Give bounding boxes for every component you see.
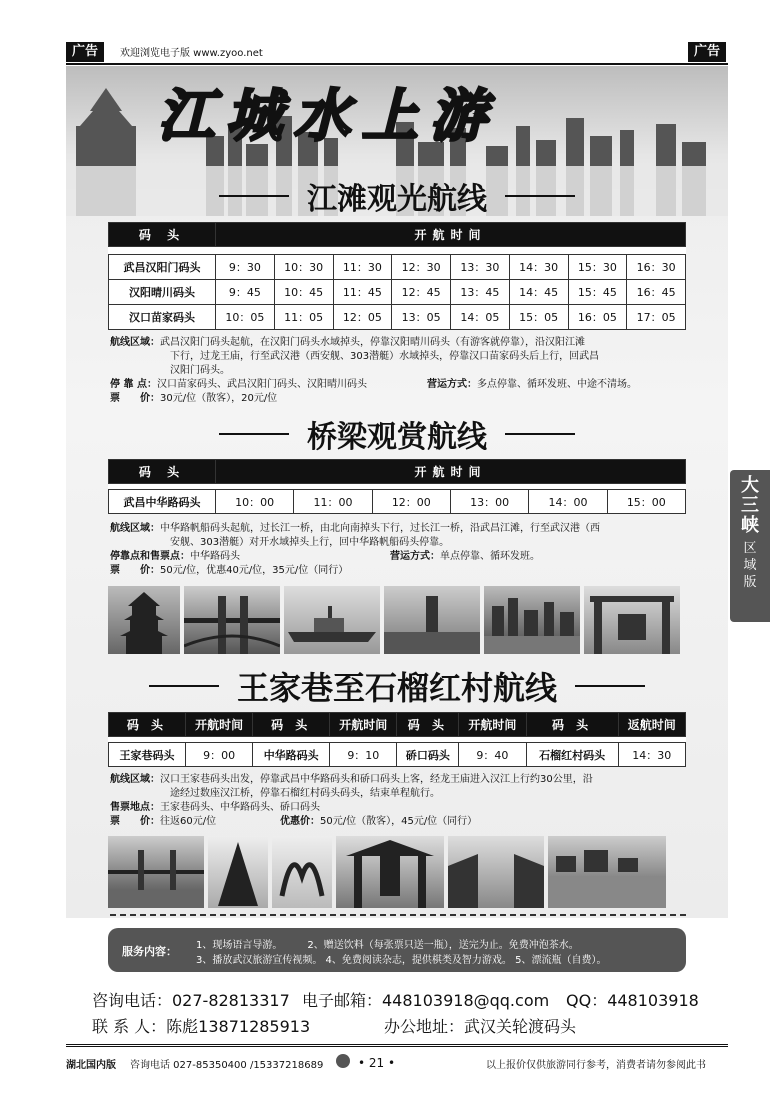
- sidetab-small: [730, 540, 770, 591]
- section-title-2-text: 桥梁观赏航线: [307, 420, 487, 455]
- sidetab-small-text: 区域版: [743, 541, 757, 590]
- col-head-time: 开航时间: [459, 713, 526, 737]
- route-label: 航线区域：: [110, 523, 160, 534]
- table-row: [109, 305, 686, 330]
- table-row: [109, 743, 686, 767]
- price-value: 30元/位（散客），20元/位: [160, 393, 278, 404]
- time-cell: 14：30: [509, 255, 568, 280]
- time-cell: 9：00: [185, 743, 252, 767]
- time-cell: 15：00: [607, 490, 685, 514]
- ship-photo: [284, 586, 380, 654]
- service-label: 服务内容：: [122, 945, 177, 958]
- edition-side-tab: [730, 470, 770, 622]
- riverbank-photo: [384, 586, 480, 654]
- time-cell: 14：45: [509, 280, 568, 305]
- time-cell: 13：45: [451, 280, 510, 305]
- pier-name: 汉口苗家码头: [109, 305, 216, 330]
- pier-name: 中华路码头: [253, 743, 330, 767]
- col-head-pier: 码 头: [526, 713, 618, 737]
- time-cell: 10：05: [216, 305, 275, 330]
- time-cell: 12：05: [333, 305, 392, 330]
- schedule-table-3: [108, 712, 686, 767]
- time-cell: 11：05: [274, 305, 333, 330]
- contact-address: 办公地址：武汉关轮渡码头: [384, 1017, 577, 1036]
- village-shore-photo: [548, 836, 666, 908]
- page-marker-icon: [336, 1054, 350, 1068]
- mode-label: 营运方式：: [426, 379, 477, 390]
- main-title: 江城水上游: [158, 83, 498, 149]
- col-head-return-time: 返航时间: [618, 713, 685, 737]
- route-text: 汉阳门码头。: [170, 365, 230, 376]
- time-cell: 9：30: [216, 255, 275, 280]
- col-head-time: 开航时间: [216, 223, 686, 247]
- time-cell: 9：40: [459, 743, 526, 767]
- service-line: 3、播放武汉旅游宣传视频。 4、免费阅读杂志，提供棋类及智力游戏。 5、漂流瓶（自费）。: [196, 955, 607, 966]
- bridge-photo: [184, 586, 280, 654]
- footer-rule: [66, 1044, 728, 1047]
- pier-name: 石榴红村码头: [526, 743, 618, 767]
- time-cell: 13：30: [451, 255, 510, 280]
- price-label: 票 价：: [110, 565, 160, 576]
- sidetab-big: [730, 470, 770, 536]
- header-rule: [66, 63, 728, 65]
- route-text: 途经过数座汉江桥，停靠石榴红村码头码头，结束单程航行。: [170, 788, 440, 799]
- time-cell: 15：05: [509, 305, 568, 330]
- route-text: 武昌汉阳门码头起航，在汉阳门码头水域掉头，停靠汉阳晴川码头（有游客就停靠），沿汉阳江滩: [160, 337, 585, 348]
- col-head-pier: 码 头: [253, 713, 330, 737]
- col-head-pier: 码 头: [397, 713, 459, 737]
- time-cell: 14：05: [451, 305, 510, 330]
- route-text: 汉口王家巷码头出发，停靠武昌中华路码头和硚口码头上客，经龙王庙进入汉江上行约30公里，沿: [160, 774, 593, 785]
- pier-name: 汉阳晴川码头: [109, 280, 216, 305]
- time-cell: 10：30: [274, 255, 333, 280]
- time-cell: 16：45: [627, 280, 686, 305]
- welcome-text: 欢迎浏览电子版 www.zyoo.net: [120, 48, 263, 59]
- schedule-table-2: [108, 459, 686, 514]
- time-cell: 9：10: [330, 743, 397, 767]
- col-head-pier: 码 头: [109, 223, 216, 247]
- discount-value: 50元/位（散客），45元/位（同行）: [320, 816, 478, 827]
- memorial-arch-photo: [584, 586, 680, 654]
- time-cell: 11：30: [333, 255, 392, 280]
- contact-block: [66, 980, 728, 1040]
- pagoda-photo: [108, 586, 180, 654]
- river-bridge-photo: [108, 836, 204, 908]
- contact-email: 电子邮箱：448103918@qq.com: [302, 991, 550, 1010]
- dashed-divider: [110, 914, 686, 916]
- contact-phone: 咨询电话：027-82813317: [92, 991, 290, 1010]
- section-title-3-text: 王家巷至石榴红村航线: [236, 669, 557, 707]
- signboard-photo: [208, 836, 268, 908]
- time-cell: 10：00: [216, 490, 294, 514]
- table-row: [109, 490, 686, 514]
- mode-value: 单点停靠、循环发班。: [440, 551, 540, 562]
- footer-edition: 湖北国内版: [66, 1060, 116, 1071]
- col-head-pier: 码 头: [109, 460, 216, 484]
- route-text: 中华路帆船码头起航，过长江一桥，由北向南掉头下行，过长江一桥，沿武昌江滩，行至武汉港（西: [160, 523, 600, 534]
- time-cell: 16：05: [568, 305, 627, 330]
- service-line: 1、现场语言导游。 2、赠送饮料（每张票只送一瓶），送完为止。免费冲泡茶水。: [196, 940, 579, 951]
- time-cell: 9：45: [216, 280, 275, 305]
- pier-name: 武昌中华路码头: [109, 490, 216, 514]
- gateway-photo: [336, 836, 444, 908]
- schedule-table-1: [108, 222, 686, 330]
- ad-label-right: 广告: [688, 42, 726, 62]
- time-cell: 12：00: [372, 490, 450, 514]
- photo-strip-2: [108, 836, 666, 908]
- ad-label-left: 广告: [66, 42, 104, 62]
- time-cell: 12：45: [392, 280, 451, 305]
- time-cell: 13：05: [392, 305, 451, 330]
- sculpture-photo: [272, 836, 332, 908]
- pier-name: 武昌汉阳门码头: [109, 255, 216, 280]
- sale-value: 王家巷码头、中华路码头、硚口码头: [160, 802, 320, 813]
- service-box: [108, 928, 686, 972]
- mode-value: 多点停靠、循环发班、中途不清场。: [476, 379, 637, 390]
- contact-qq: QQ：448103918: [566, 991, 699, 1010]
- stop-label: 停靠点和售票点：: [110, 551, 190, 562]
- city-view-photo: [484, 586, 580, 654]
- route-info-2: [110, 522, 690, 578]
- time-cell: 17：05: [627, 305, 686, 330]
- table-row: [109, 255, 686, 280]
- time-cell: 11：45: [333, 280, 392, 305]
- sidetab-big-text: 大三峡: [741, 475, 759, 536]
- section-title-3: [66, 664, 728, 708]
- price-value: 往返60元/位: [160, 816, 217, 827]
- route-text: 下行，过龙王庙，行至武汉港（西安舰、303潜艇）水域掉头，停靠汉口苗家码头后上行，回武昌: [170, 351, 600, 362]
- col-head-time: 开航时间: [330, 713, 397, 737]
- route-label: 航线区域：: [110, 774, 160, 785]
- time-cell: 10：45: [274, 280, 333, 305]
- time-cell: 12：30: [392, 255, 451, 280]
- route-text: 安舰、303潜艇）对开水域掉头上行，回中华路帆船码头停靠。: [170, 537, 450, 548]
- pier-name: 王家巷码头: [109, 743, 186, 767]
- time-cell: 13：00: [450, 490, 528, 514]
- price-label: 票 价：: [110, 816, 160, 827]
- old-street-photo: [448, 836, 544, 908]
- price-label: 票 价：: [110, 393, 160, 404]
- section-title-1: [66, 176, 728, 216]
- route-info-3: [110, 773, 690, 829]
- time-cell: 11：00: [294, 490, 372, 514]
- route-label: 航线区域：: [110, 337, 160, 348]
- mode-label: 营运方式：: [390, 551, 440, 562]
- section-title-1-text: 江滩观光航线: [307, 182, 487, 217]
- col-head-time: 开航时间: [185, 713, 252, 737]
- time-cell: 15：45: [568, 280, 627, 305]
- sale-label: 售票地点：: [110, 802, 160, 813]
- footer-disclaimer: 以上报价仅供旅游同行参考，消费者请勿参阅此书: [486, 1060, 706, 1071]
- footer-phone: 咨询电话 027-85350400 /15337218689: [130, 1060, 324, 1071]
- photo-strip-1: [108, 586, 680, 654]
- table-row: [109, 280, 686, 305]
- contact-person: 联 系 人：陈彪13871285913: [92, 1017, 311, 1036]
- stop-value: 中华路码头: [190, 551, 240, 562]
- stop-label: 停 靠 点：: [110, 379, 157, 390]
- col-head-pier: 码 头: [109, 713, 186, 737]
- discount-label: 优惠价：: [280, 816, 320, 827]
- time-cell: 14：00: [529, 490, 607, 514]
- stop-value: 汉口苗家码头、武昌汉阳门码头、汉阳晴川码头: [156, 379, 367, 390]
- time-cell: 14：30: [618, 743, 685, 767]
- price-value: 50元/位，优惠40元/位，35元/位（同行）: [160, 565, 349, 576]
- col-head-time: 开航时间: [216, 460, 686, 484]
- time-cell: 16：30: [627, 255, 686, 280]
- page-number: • 21 •: [358, 1056, 396, 1070]
- section-title-2: [66, 414, 728, 454]
- route-info-1: [110, 336, 690, 406]
- time-cell: 15：30: [568, 255, 627, 280]
- pier-name: 硚口码头: [397, 743, 459, 767]
